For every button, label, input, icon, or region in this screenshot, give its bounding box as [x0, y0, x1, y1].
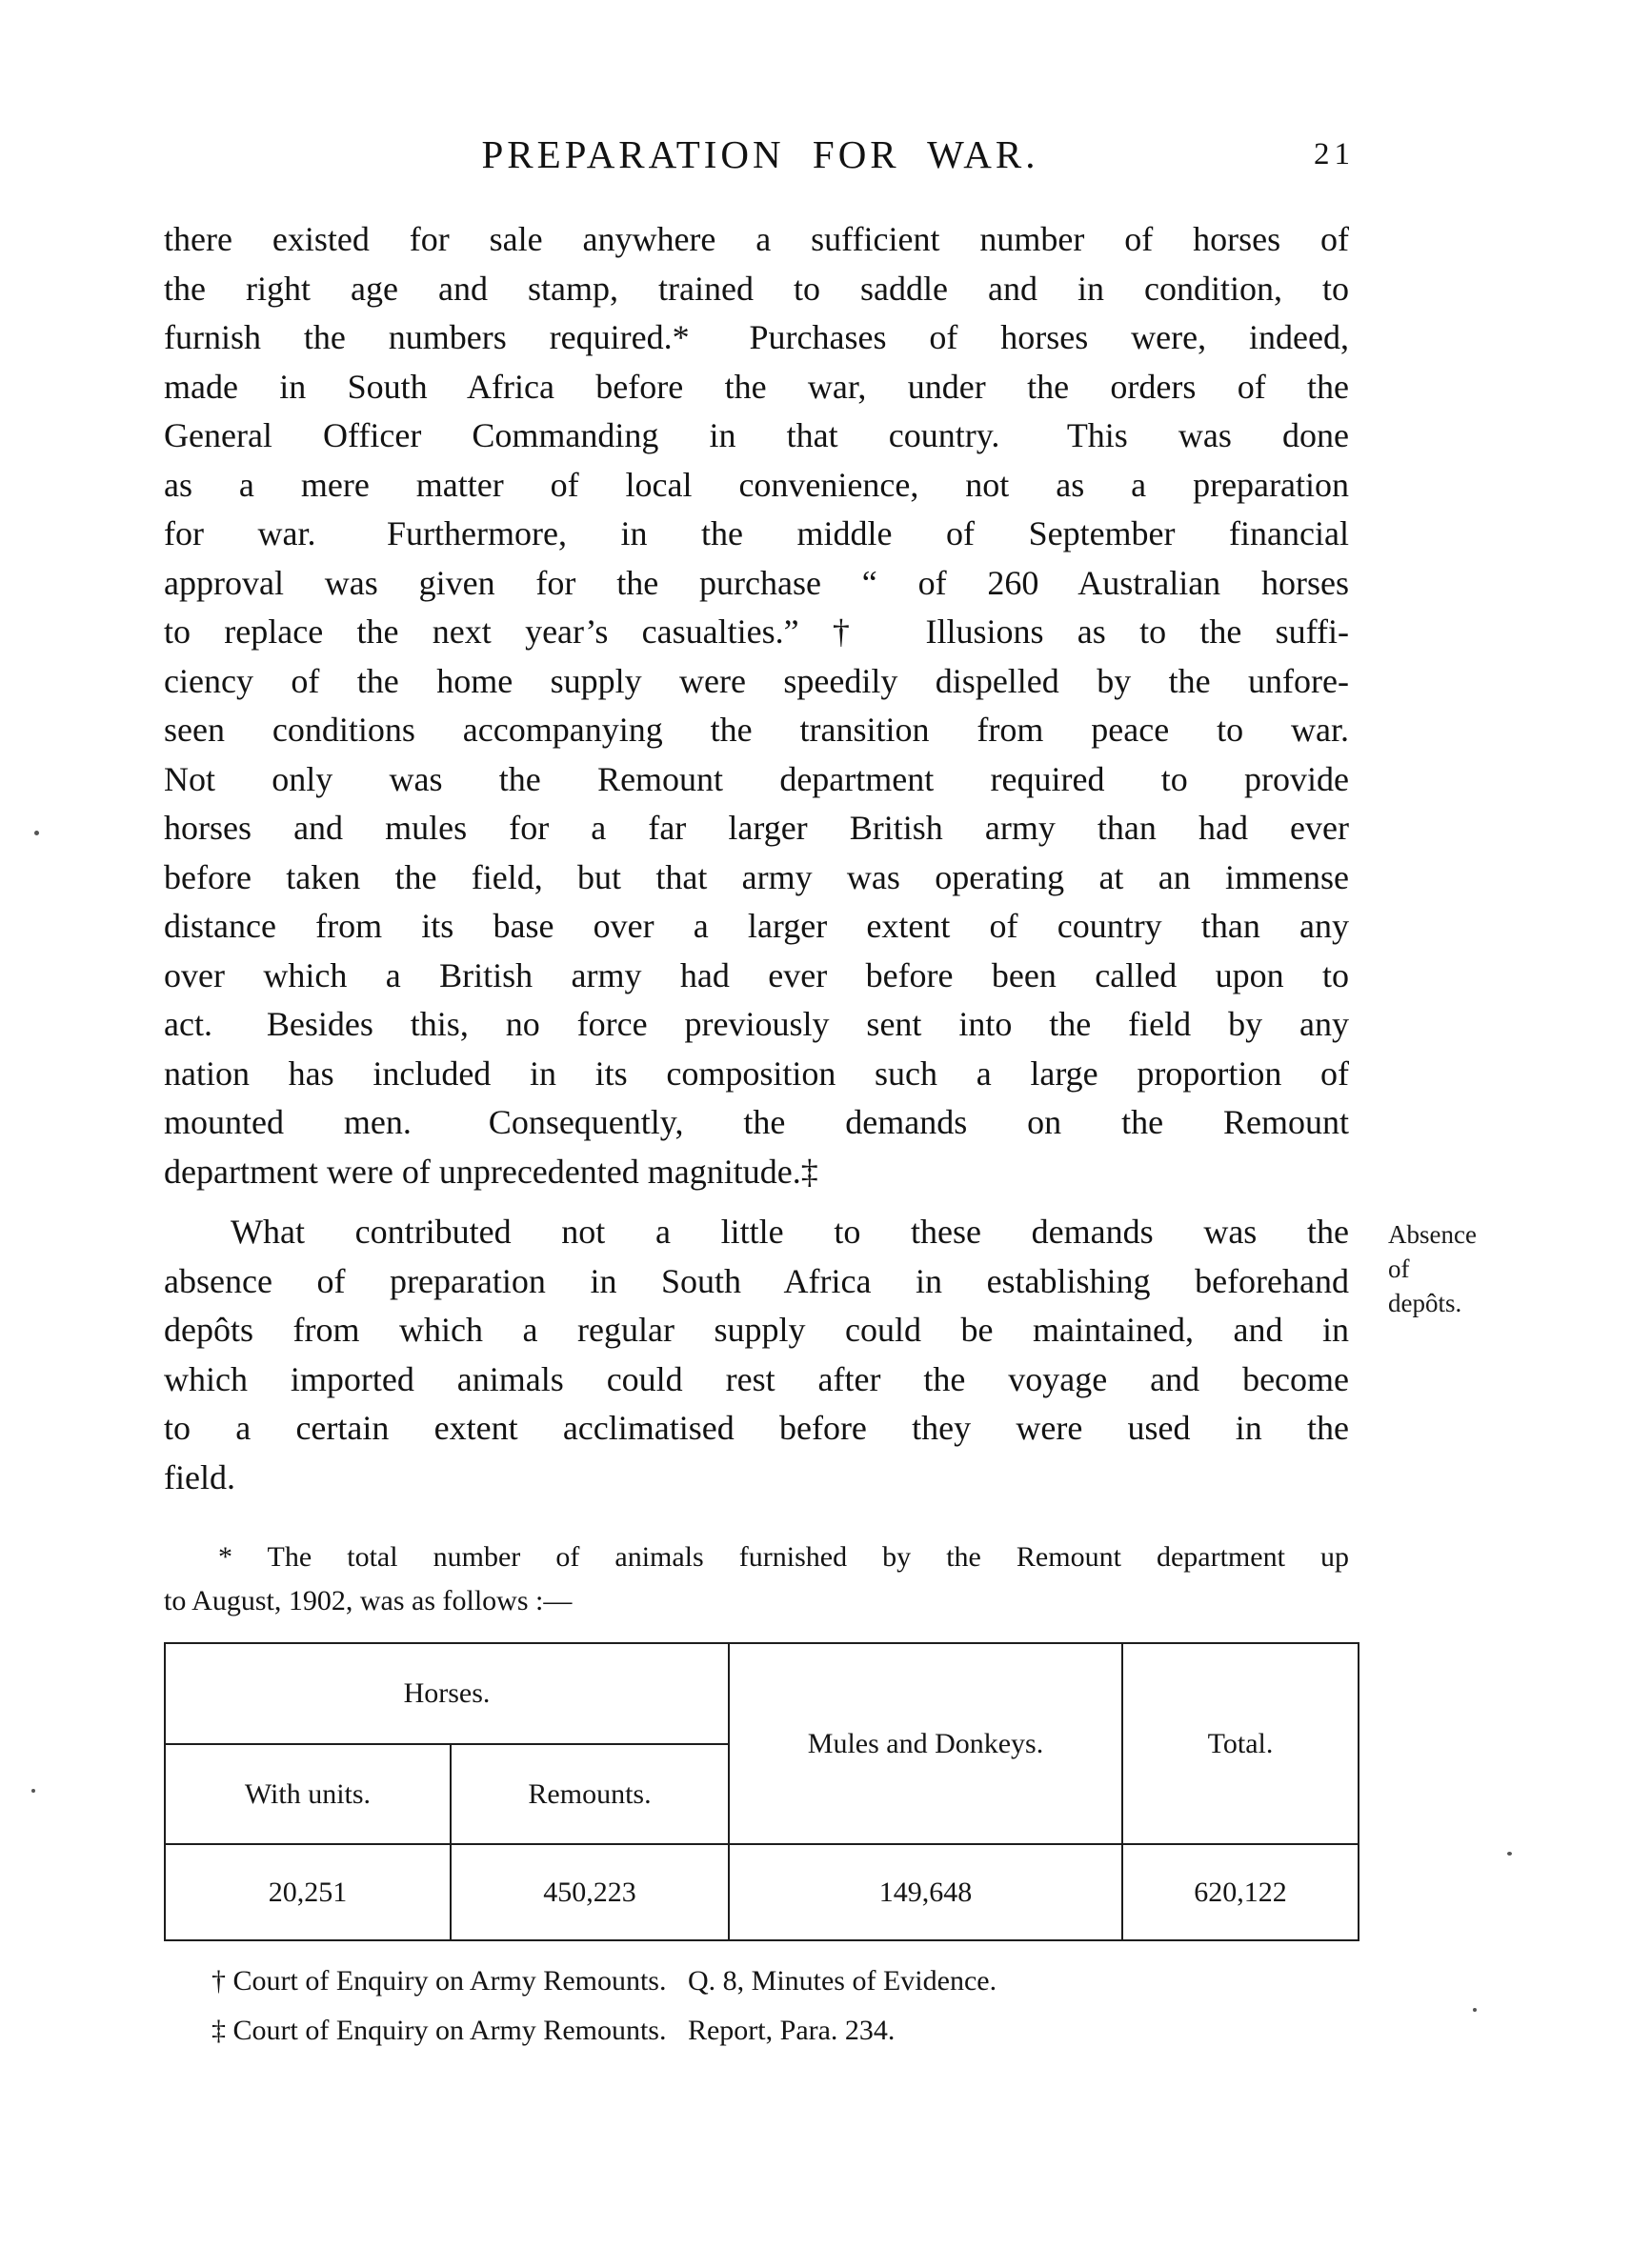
text-line: * The total number of animals furnished by the Remount department up [218, 1541, 1349, 1573]
scan-speck [31, 1789, 35, 1793]
margin-note [1388, 1217, 1598, 1320]
table-header-remounts: Remounts. [451, 1744, 729, 1844]
text-line: to replace the next year’s casualties.” † Illusions as to the suffi- [164, 612, 1349, 651]
text-line: furnish the numbers required.* Purchases of horses were, indeed, [164, 318, 1349, 356]
text-line: for war. Furthermore, in the middle of September financial [164, 514, 1349, 552]
text-line: as a mere matter of local convenience, not as a preparation [164, 465, 1349, 504]
text-line: field. [164, 1457, 235, 1496]
scan-speck [1507, 1852, 1512, 1856]
text-line: depôts. [1388, 1289, 1462, 1317]
table-header-horses: Horses. [165, 1643, 729, 1744]
table-header-total: Total. [1207, 1727, 1274, 1759]
text-line: of [1388, 1254, 1410, 1283]
text-line: department were of unprecedented magnitude.‡ [164, 1152, 818, 1191]
table-row [165, 1643, 1359, 1744]
text-line: seen conditions accompanying the transition from peace to war. [164, 711, 1349, 749]
remounts-statistics-table [164, 1642, 1359, 1941]
text-line: ciency of the home supply were speedily dispelled by the unfore- [164, 661, 1349, 700]
text-line: Not only was the Remount department required to provide [164, 759, 1349, 798]
text-line: ‡ Court of Enquiry on Army Remounts. Report, Para. 234. [211, 2015, 896, 2046]
paragraph-1 [164, 215, 1349, 1196]
text-line: What contributed not a little to these demands was the [231, 1213, 1349, 1251]
footnote-citations [164, 1957, 1349, 2056]
table-header-mules-and-donkeys: Mules and Donkeys. [729, 1643, 1122, 1844]
scan-speck [1473, 2008, 1477, 2012]
text-line: distance from its base over a larger extent of country than any [164, 907, 1349, 945]
table-row [165, 1844, 1359, 1940]
text-line: nation has included in its composition such a large proportion of [164, 1054, 1349, 1093]
text-line: over which a British army had ever before been called upon to [164, 955, 1349, 994]
text-line: horses and mules for a far larger British army than had ever [164, 809, 1349, 847]
scan-speck [34, 831, 39, 835]
text-line: absence of preparation in South Africa in establishing beforehand [164, 1261, 1349, 1300]
page-title: PREPARATION FOR WAR. [481, 132, 1039, 176]
text-line: made in South Africa before the war, under the orders of the [164, 367, 1349, 406]
text-line: the right age and stamp, trained to saddle and in condition, to [164, 269, 1349, 308]
page-number: 21 [1314, 137, 1355, 171]
text-line: to August, 1902, was as follows :— [164, 1585, 573, 1616]
paragraph-2 [164, 1208, 1349, 1502]
footnote-intro [164, 1535, 1349, 1623]
text-line: Absence [1388, 1220, 1477, 1249]
table-value-with-units: 20,251 [165, 1844, 451, 1940]
text-line: to a certain extent acclimatised before they were used in the [164, 1409, 1349, 1447]
table-value-remounts: 450,223 [451, 1844, 729, 1940]
text-line: which imported animals could rest after the voyage and become [164, 1359, 1349, 1398]
table-header-with-units: With units. [165, 1744, 451, 1844]
text-line: General Officer Commanding in that country. This was done [164, 416, 1349, 454]
text-line: approval was given for the purchase “ of 260 Australian horses [164, 563, 1349, 602]
table-value-total: 620,122 [1122, 1844, 1359, 1940]
text-line: before taken the field, but that army was operating at an immense [164, 857, 1349, 896]
text-line: depôts from which a regular supply could be maintained, and in [164, 1311, 1349, 1349]
text-line: there existed for sale anywhere a sufficient number of horses of [164, 220, 1349, 258]
running-head [164, 131, 1357, 185]
text-line: mounted men. Consequently, the demands on the Remount [164, 1103, 1349, 1141]
text-line: † Court of Enquiry on Army Remounts. Q. 8, Minutes of Evidence. [211, 1965, 997, 1997]
table-value-mules-and-donkeys: 149,648 [729, 1844, 1122, 1940]
text-line: act. Besides this, no force previously sent into the field by any [164, 1005, 1349, 1043]
